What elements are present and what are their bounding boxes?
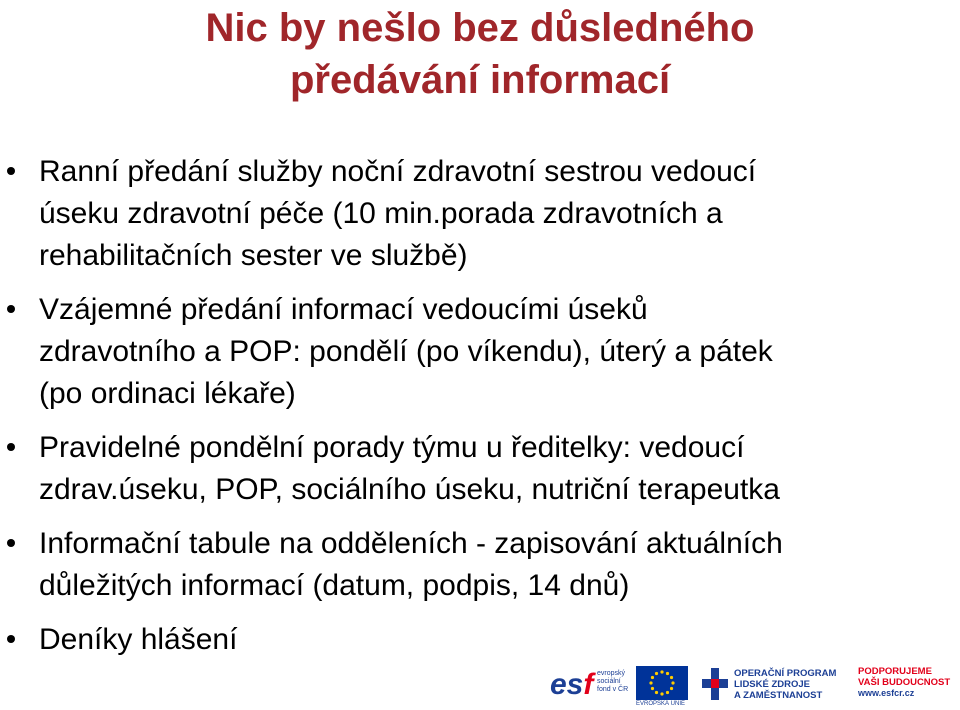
op-caption-line: LIDSKÉ ZDROJE bbox=[734, 679, 811, 690]
bullet-dot-icon bbox=[7, 635, 15, 643]
slide-title bbox=[0, 2, 960, 106]
esf-mark-accent: f bbox=[583, 668, 594, 701]
bullet-line: Vzájemné předání informací vedoucími úseků bbox=[39, 293, 648, 326]
support-caption-line: PODPORUJEME bbox=[858, 666, 932, 677]
eu-star-icon bbox=[666, 672, 669, 675]
support-url: www.esfcr.cz bbox=[858, 688, 915, 698]
eu-logo bbox=[636, 666, 692, 708]
bullet-item bbox=[0, 619, 960, 661]
bullet-dot-icon bbox=[7, 305, 15, 313]
eu-star-icon bbox=[655, 691, 658, 694]
esf-mark bbox=[550, 668, 593, 702]
bullet-line: úseku zdravotní péče (10 min.porada zdravotních a bbox=[39, 197, 723, 230]
slide-title-line: předávání informací bbox=[289, 58, 671, 102]
support-logo bbox=[858, 666, 960, 710]
esf-caption bbox=[597, 670, 628, 694]
bullet-item bbox=[0, 427, 960, 511]
eu-star-icon bbox=[666, 691, 669, 694]
bullet-dot-icon bbox=[7, 443, 15, 451]
op-cross-icon bbox=[702, 668, 728, 700]
op-caption-line: OPERAČNÍ PROGRAM bbox=[734, 668, 837, 679]
eu-caption: EVROPSKÁ UNIE bbox=[636, 701, 686, 707]
bullet-line: rehabilitačních sester ve službě) bbox=[39, 239, 468, 272]
esf-logo bbox=[550, 664, 630, 708]
eu-star-icon bbox=[655, 672, 658, 675]
bullet-line: zdrav.úseku, POP, sociálního úseku, nutriční terapeutka bbox=[39, 473, 780, 506]
eu-star-icon bbox=[651, 676, 654, 679]
esf-mark-letters: es bbox=[550, 668, 584, 701]
bullet-line: Informační tabule na odděleních - zapisování aktuálních bbox=[39, 527, 783, 560]
esf-caption-line: sociální bbox=[597, 678, 621, 685]
bullet-dot-icon bbox=[7, 539, 15, 547]
bullet-item bbox=[0, 151, 960, 277]
bullet-line: (po ordinaci lékaře) bbox=[39, 377, 296, 410]
eu-star-icon bbox=[651, 687, 654, 690]
footer-logos bbox=[0, 660, 960, 710]
bullet-item bbox=[0, 523, 960, 607]
esf-caption-line: evropský bbox=[597, 670, 626, 677]
support-caption-line: VAŠI BUDOUCNOST bbox=[858, 677, 951, 688]
bullet-line: Pravidelné pondělní porady týmu u ředitelky: vedoucí bbox=[39, 431, 745, 464]
esf-caption-line: fond v ČR bbox=[597, 686, 629, 693]
op-logo bbox=[702, 666, 852, 710]
eu-star-icon bbox=[660, 670, 663, 673]
op-caption bbox=[734, 668, 836, 701]
bullet-line: důležitých informací (datum, podpis, 14 dnů) bbox=[39, 569, 630, 602]
support-caption bbox=[858, 666, 960, 699]
bullet-list bbox=[0, 151, 960, 673]
bullet-line: zdravotního a POP: pondělí (po víkendu), úterý a pátek bbox=[39, 335, 773, 368]
eu-star-icon bbox=[671, 681, 674, 684]
eu-star-icon bbox=[649, 681, 652, 684]
bullet-dot-icon bbox=[7, 167, 15, 175]
eu-star-icon bbox=[670, 676, 673, 679]
bullet-item bbox=[0, 289, 960, 415]
bullet-line: Deníky hlášení bbox=[39, 623, 238, 656]
op-caption-line: A ZAMĚSTNANOST bbox=[734, 690, 823, 701]
eu-star-icon bbox=[670, 687, 673, 690]
eu-star-icon bbox=[660, 692, 663, 695]
eu-stars-icon bbox=[636, 666, 688, 700]
bullet-line: Ranní předání služby noční zdravotní sestrou vedoucí bbox=[39, 155, 757, 188]
eu-flag-icon bbox=[636, 666, 688, 700]
slide-title-line: Nic by nešlo bez důsledného bbox=[205, 6, 755, 50]
